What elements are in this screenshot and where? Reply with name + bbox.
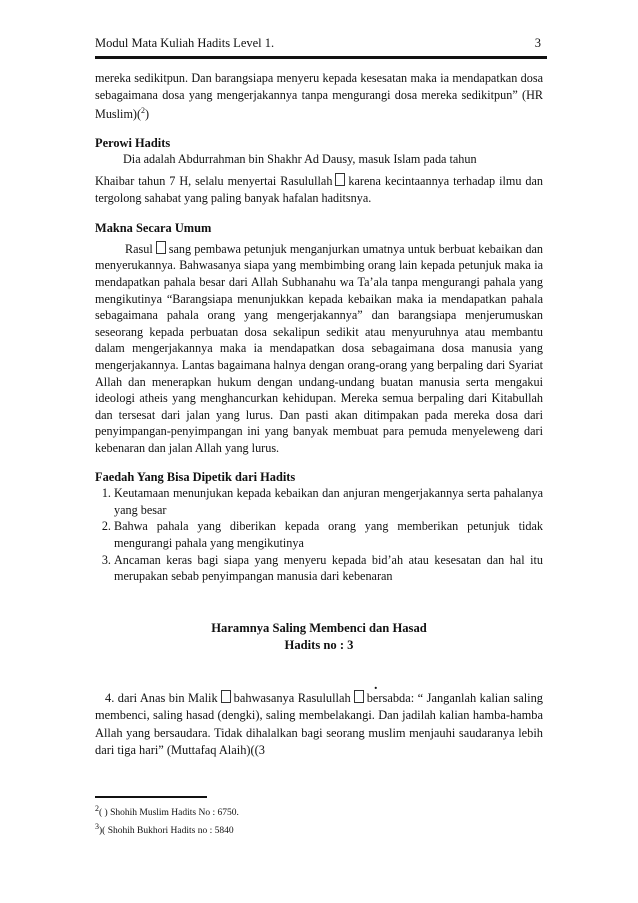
intro-paragraph: mereka sedikitpun. Dan barangsiapa menyeru kepada kesesatan maka ia mendapatkan dosa sebagaimana dosa yang mengerjakannya tanpa mengurangi dosa mereka sedikitpun” (HR Muslim)($^2$) <box>95 71 543 122</box>
page-header <box>95 36 547 58</box>
faedah-list <box>95 485 543 585</box>
list-item: 1. Keutamaan menunjukan kepada kebaikan dan anjuran mengerjakannya serta pahalanya yang besar <box>114 485 543 518</box>
perowi-paragraph: Khaibar tahun 7 H, selalu menyertai Rasulullah karena kecintaannya terhadap ilmu dan tergolong sahabat yang paling banyak hafalan haditsnya. <box>95 174 543 205</box>
section-dot: . <box>374 678 378 693</box>
faedah-heading: Faedah Yang Bisa Dipetik dari Hadits <box>95 469 296 484</box>
footnote-ref: 3 <box>258 743 265 758</box>
list-item: 3. Ancaman keras bagi siapa yang menyeru kepada bid’ah atau kesesatan dan hal itu merupakan sebab penyimpangan manusia dari kebenaran <box>114 552 543 585</box>
section-subtitle: Hadits no : 3 <box>284 638 354 652</box>
footnotes <box>95 802 543 838</box>
header-rule <box>95 56 547 59</box>
honorific-glyph-icon <box>354 690 364 703</box>
header-title: Modul Mata Kuliah Hadits Level 1. <box>95 36 275 50</box>
main-content <box>95 70 543 585</box>
footnote-separator <box>95 796 207 798</box>
hadith-paragraph: 4. dari Anas bin Malik bahwasanya Rasulullah bersabda: “ Janganlah kalian saling membenci, saling hasad (dengki), saling membelakangi. Dan jadilah kalian hamba-hamba Allah yang bersaudara. Tidak dihalalkan bagi seorang muslim menjauhi saudaranya lebih dari tiga hari” (Muttafaq Alaih)((3 <box>95 691 543 758</box>
section-title-block <box>95 620 543 654</box>
perowi-heading: Perowi Hadits <box>95 135 171 150</box>
footnote-ref: 2 <box>141 106 146 116</box>
footnote: $^3$)( Shohih Bukhori Hadits no : 5840 <box>95 822 234 837</box>
honorific-glyph-icon <box>335 173 345 186</box>
honorific-glyph-icon <box>156 241 166 254</box>
honorific-glyph-icon <box>221 690 231 703</box>
page-number: 3 <box>534 36 541 50</box>
list-item: 2. Bahwa pahala yang diberikan kepada orang yang memberikan petunjuk tidak mengurangi pahala yang mengikutinya <box>114 518 543 551</box>
footnote: $^2$( ) Shohih Muslim Hadits No : 6750. <box>95 804 239 819</box>
makna-paragraph: Rasul sang pembawa petunjuk menganjurkan umatnya untuk berbuat kebaikan dan menyerukannya. Bahwasanya siapa yang membimbing orang lain kepada petunjuk maka ia mendapatkan pahala besar dari Allah Subhanahu wa Ta’ala tanpa mengurangi pahala yang mengikutinya “Barangsiapa menunjukkan kepada kebaikan maka ia mendapatkan pahala sebagaimana pahala orang yang mengerjakannya” dan barangsiapa menjerumuskan seseorang kepada perbuatan dosa sekalipun sedikit atau menyuruhnya atau membantu dalam mengerjakannya maka ia mendapatkan dosa sebagaimana dosa manusia yang mengerjakannya. Lantas bagaimana halnya dengan orang-orang yang berpaling dari Syariat Allah dan menerapkan hukum dengan undang-undang buatan manusia serta mengakui ideologi atheis yang menghancurkan kehidupan. Mereka semua berpaling dari Kitabullah dan tersesat dari jalan yang lurus. Dan pasti akan ditimpakan pada mereka dosa dari penyimpangan-penyimpangan ini yang banyak membuat para pemuda menyeleweng dari kebenaran dan jalan Allah yang lurus. <box>95 241 543 455</box>
perowi-line1: Dia adalah Abdurrahman bin Shakhr Ad Dausy, masuk Islam pada tahun <box>123 152 477 167</box>
makna-heading: Makna Secara Umum <box>95 221 212 236</box>
section-title: Haramnya Saling Membenci dan Hasad <box>211 621 427 635</box>
